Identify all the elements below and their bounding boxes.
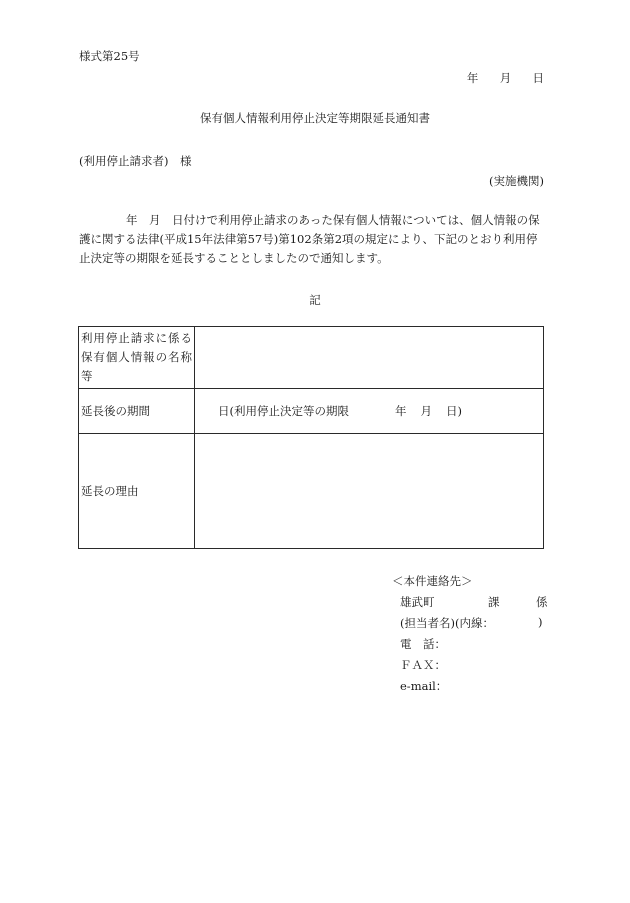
period-prefix: 日(利用停止決定等の期限 — [218, 404, 349, 418]
contact-heading: ＜本件連絡先＞ — [392, 574, 473, 588]
info-name-label: 利用停止請求に係る保有個人情報の名称等 — [81, 331, 192, 383]
date-line — [467, 70, 544, 86]
detail-table — [78, 326, 544, 549]
date-month-label: 月 — [499, 71, 512, 85]
agency-name: (実施機関) — [489, 174, 544, 188]
form-number: 様式第25号 — [79, 49, 140, 63]
info-name-value — [195, 327, 544, 389]
period-suffix: 日) — [446, 404, 462, 418]
reason-label: 延長の理由 — [81, 483, 139, 498]
date-day-label: 日 — [532, 71, 544, 85]
table-label-cell — [79, 434, 195, 549]
table-row-extended-period — [79, 389, 544, 434]
contact-section: 課 — [488, 595, 500, 609]
table-label-cell — [79, 389, 195, 434]
contact-person-close: ) — [538, 615, 543, 629]
table-row-info-name — [79, 327, 544, 389]
date-year-label: 年 — [466, 71, 479, 85]
reason-value — [195, 434, 544, 549]
contact-fax: ＦＡＸ： — [400, 658, 446, 672]
table-row-reason — [79, 434, 544, 549]
contact-email: e-mail： — [400, 679, 448, 693]
extended-period-label: 延長後の期間 — [81, 403, 150, 418]
body-text: 年 月 日付けで利用停止請求のあった保有個人情報については、個人情報の保護に関する法律(平成15年法律第57号)第102条第2項の規定により、下記のとおり利用停止決定等の期限を延長することとしましたので通知します。 — [79, 213, 540, 265]
contact-unit: 係 — [536, 595, 548, 609]
addressee: (利用停止請求者) 様 — [79, 154, 192, 168]
extended-period-value — [195, 389, 544, 434]
period-month: 月 — [420, 404, 432, 418]
period-year: 年 — [395, 404, 407, 418]
contact-org: 雄武町 — [400, 595, 435, 609]
ki-heading: 記 — [309, 293, 321, 307]
table-label-cell — [79, 327, 195, 389]
document-title: 保有個人情報利用停止決定等期限延長通知書 — [200, 111, 430, 125]
contact-person: (担当者名)(内線： — [400, 616, 494, 630]
contact-tel: 電 話： — [400, 637, 446, 651]
